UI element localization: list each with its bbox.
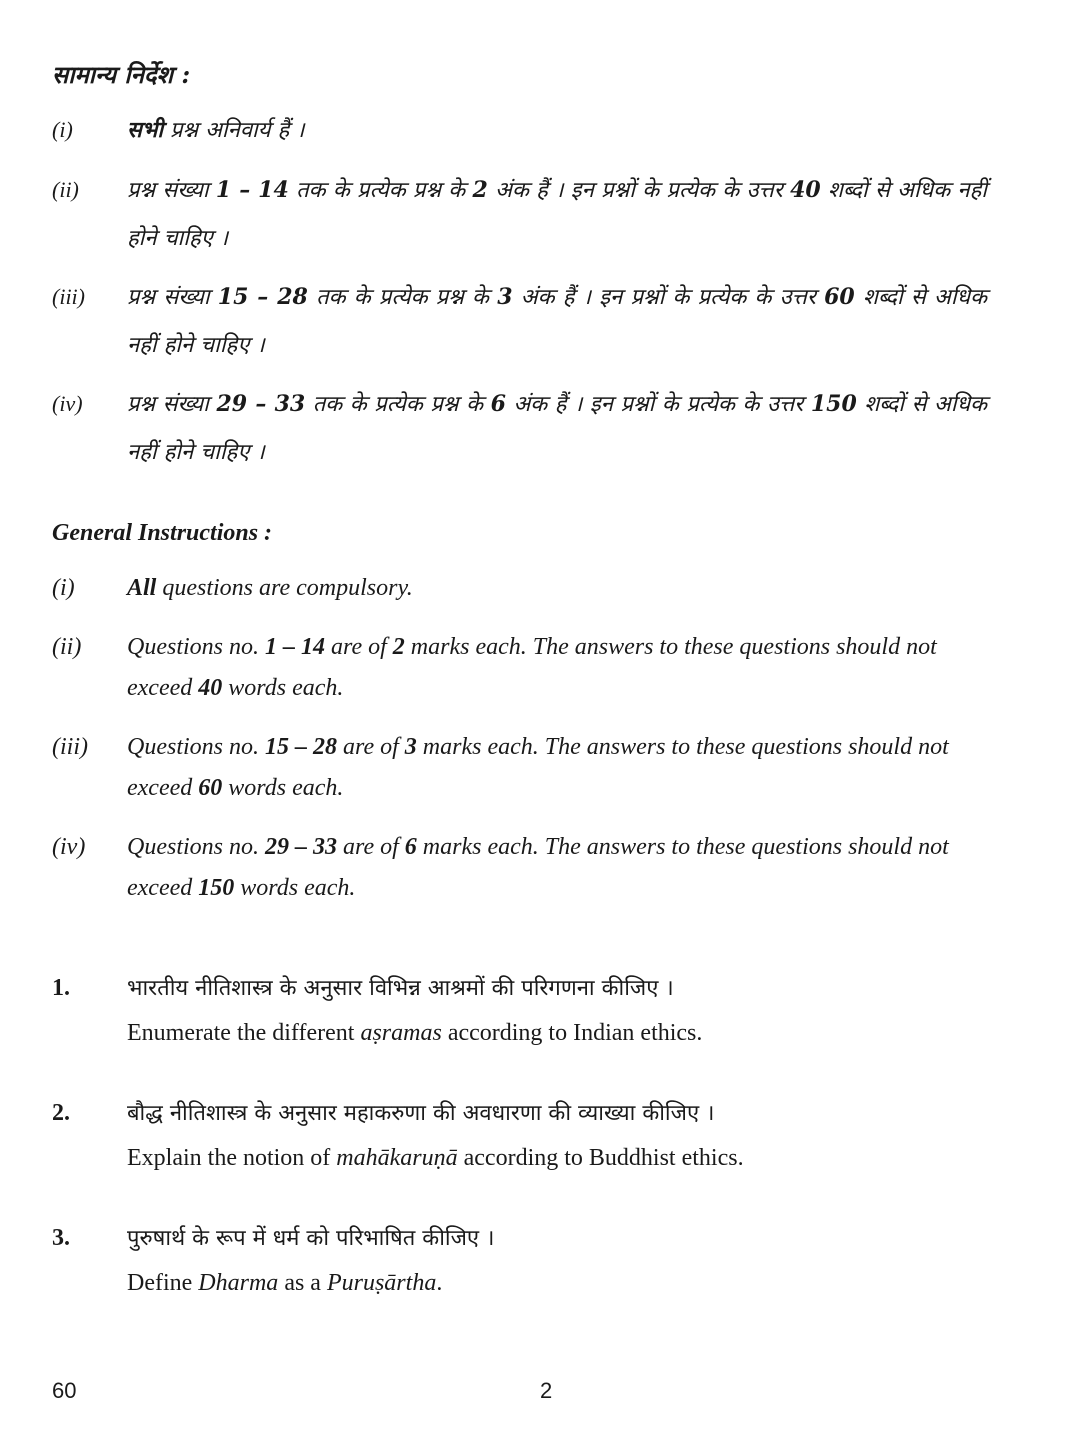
bold-words: 40 bbox=[198, 675, 223, 701]
bold-words: 40 bbox=[790, 177, 821, 203]
instruction-text bbox=[127, 627, 987, 709]
bold-lead: All bbox=[127, 575, 157, 601]
instruction-text bbox=[127, 106, 987, 155]
instruction-text bbox=[127, 827, 987, 909]
instruction-text bbox=[127, 166, 987, 263]
bold-lead: सभी bbox=[127, 117, 164, 143]
bold-words: 60 bbox=[824, 284, 855, 310]
paper-code: 60 bbox=[52, 1378, 77, 1403]
italic-term: Dharma bbox=[198, 1270, 279, 1296]
instruction-number: (iii) bbox=[52, 734, 88, 760]
text-span: शब्दों से अधिक नहीं होने चाहिए । bbox=[127, 392, 987, 465]
text-span: तक के प्रत्येक प्रश्न के bbox=[288, 178, 473, 203]
instruction-text bbox=[127, 273, 987, 370]
question-number: 2. bbox=[52, 1100, 70, 1126]
instruction-number: (i) bbox=[52, 117, 73, 142]
instruction-number: (iv) bbox=[52, 834, 86, 860]
instruction-text bbox=[127, 727, 987, 809]
italic-term: aṣramas bbox=[360, 1020, 442, 1046]
page-number: 2 bbox=[540, 1378, 553, 1403]
bold-marks: 6 bbox=[490, 391, 506, 417]
bold-range: 1 – 14 bbox=[265, 634, 325, 660]
question-number: 1. bbox=[52, 975, 70, 1001]
question-hindi: पुरुषार्थ के रूप में धर्म को परिभाषित कीजिए । bbox=[127, 1226, 495, 1251]
instruction-number: (ii) bbox=[52, 634, 82, 660]
bold-words: 60 bbox=[198, 775, 223, 801]
text-span: words each. bbox=[234, 875, 356, 901]
text-span: marks each. The answers to these questions should not exceed bbox=[127, 634, 937, 701]
text-span: अंक हैं । इन प्रश्नों के प्रत्येक के उत्तर bbox=[505, 392, 811, 417]
bold-marks: 2 bbox=[392, 634, 405, 660]
text-span: are of bbox=[337, 834, 405, 860]
text-span: Questions no. bbox=[127, 634, 265, 660]
bold-words: 150 bbox=[810, 391, 857, 417]
text-span: Explain the notion of bbox=[127, 1145, 337, 1171]
question-number: 3. bbox=[52, 1225, 70, 1251]
text-span: . bbox=[436, 1270, 443, 1296]
question-english bbox=[127, 1136, 744, 1181]
text-span: Questions no. bbox=[127, 734, 265, 760]
bold-words: 150 bbox=[198, 875, 235, 901]
bold-range: 15 – 28 bbox=[265, 734, 337, 760]
text-span: are of bbox=[337, 734, 405, 760]
text-span: questions are compulsory. bbox=[156, 575, 413, 601]
bold-range: 15 – 28 bbox=[217, 284, 308, 310]
text-span: according to Indian ethics. bbox=[441, 1020, 703, 1046]
text-span: words each. bbox=[222, 675, 344, 701]
text-span: प्रश्न संख्या bbox=[127, 392, 217, 417]
text-span: as a bbox=[278, 1270, 327, 1296]
instruction-number: (iii) bbox=[52, 284, 85, 309]
text-span: शब्दों से अधिक नहीं होने चाहिए । bbox=[127, 178, 987, 251]
question-hindi: भारतीय नीतिशास्त्र के अनुसार विभिन्न आश्रमों की परिगणना कीजिए । bbox=[127, 976, 674, 1001]
text-span: प्रश्न संख्या bbox=[127, 178, 216, 203]
question-english bbox=[127, 1261, 442, 1306]
italic-term: mahākaruṇā bbox=[336, 1145, 458, 1171]
italic-term: Puruṣārtha bbox=[326, 1270, 437, 1296]
bold-range: 29 – 33 bbox=[265, 834, 337, 860]
text-span: Enumerate the different bbox=[127, 1020, 361, 1046]
text-span: according to Buddhist ethics. bbox=[457, 1145, 744, 1171]
text-span: अंक हैं । इन प्रश्नों के प्रत्येक के उत्तर bbox=[487, 178, 791, 203]
text-span: शब्दों से अधिक नहीं होने चाहिए । bbox=[127, 285, 987, 358]
bold-marks: 6 bbox=[404, 834, 417, 860]
text-span: marks each. The answers to these questions should not exceed bbox=[127, 734, 949, 801]
instruction-text bbox=[127, 380, 987, 477]
bold-marks: 2 bbox=[472, 177, 488, 203]
bold-marks: 3 bbox=[404, 734, 417, 760]
text-span: अंक हैं । इन प्रश्नों के प्रत्येक के उत्तर bbox=[512, 285, 825, 310]
text-span: तक के प्रत्येक प्रश्न के bbox=[307, 285, 498, 310]
instruction-number: (i) bbox=[52, 575, 75, 601]
text-span: are of bbox=[325, 634, 393, 660]
text-span: marks each. The answers to these questions should not exceed bbox=[127, 834, 949, 901]
hindi-instructions-heading: सामान्य निर्देश : bbox=[52, 60, 191, 89]
instruction-number: (iv) bbox=[52, 391, 83, 416]
bold-range: 1 – 14 bbox=[215, 177, 289, 203]
question-english bbox=[127, 1011, 702, 1056]
instruction-number: (ii) bbox=[52, 177, 79, 202]
text-span: Define bbox=[127, 1270, 199, 1296]
text-span: प्रश्न संख्या bbox=[127, 285, 218, 310]
instruction-text bbox=[127, 568, 987, 609]
text-span: words each. bbox=[222, 775, 344, 801]
text-span: Questions no. bbox=[127, 834, 265, 860]
question-hindi: बौद्ध नीतिशास्त्र के अनुसार महाकरुणा की अवधारणा की व्याख्या कीजिए । bbox=[127, 1101, 715, 1126]
english-instructions-heading: General Instructions : bbox=[52, 520, 273, 546]
text-span: तक के प्रत्येक प्रश्न के bbox=[305, 392, 491, 417]
bold-marks: 3 bbox=[497, 284, 513, 310]
bold-range: 29 – 33 bbox=[216, 391, 306, 417]
text-span: प्रश्न अनिवार्य हैं । bbox=[163, 118, 305, 143]
